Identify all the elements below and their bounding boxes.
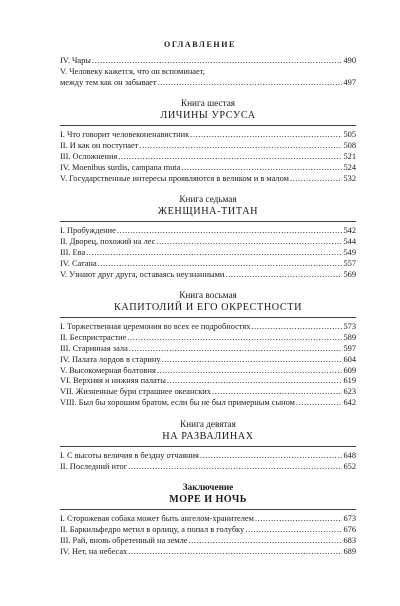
toc-leader: [181, 163, 342, 174]
toc-leader: [86, 248, 342, 259]
toc-entry-page: 609: [343, 365, 356, 375]
toc-entry-page: 597: [343, 343, 356, 353]
toc-entry-title: I. Пробуждение: [60, 226, 116, 236]
book-label: Книга девятая: [180, 418, 236, 429]
toc-entry-title: VIII. Был бы хорошим братом, если бы не был примерным сыном: [60, 397, 295, 407]
toc-entry-title: V. Государственные интересы проявляются в великом и в малом: [60, 173, 289, 183]
toc-entry: [60, 547, 356, 558]
toc-entry-title: I. Сторожевая собака может быть ангелом-хранителем: [60, 514, 254, 524]
toc-leader: [157, 366, 343, 377]
toc-entry-page: 689: [343, 546, 356, 556]
toc-leader: [167, 376, 343, 387]
toc-entry-page: 542: [343, 226, 356, 236]
toc-entry: [60, 152, 356, 163]
toc-entry-title: IV. Палата лордов в старину: [60, 354, 161, 364]
book-section: [60, 419, 356, 473]
toc-entry-title: III. Старинная зала: [60, 343, 128, 353]
toc-entry-page: 604: [343, 354, 356, 364]
book-label: Книга восьмая: [179, 290, 237, 301]
section-rule: [60, 125, 356, 126]
toc-entry: [60, 536, 356, 547]
book-label: Книга шестая: [181, 98, 235, 109]
toc-entry-title: IV. Нет, на небесах: [60, 546, 128, 556]
toc-leader: [128, 462, 342, 473]
toc-entry-page: 505: [343, 130, 356, 140]
book-title: НА РАЗВАЛИНАХ: [162, 430, 254, 442]
toc-entry-page: 648: [343, 450, 356, 460]
toc-entry: [60, 130, 356, 141]
toc-entry: [60, 376, 356, 387]
toc-leader: [189, 536, 343, 547]
toc-entry: [60, 355, 356, 366]
book-label: Книга седьмая: [179, 194, 237, 205]
toc-entry: [60, 525, 356, 536]
toc-entry-page: 642: [343, 397, 356, 407]
table-of-contents: [60, 56, 356, 558]
toc-entry-title: II. Дворец, похожий на лес: [60, 237, 156, 247]
toc-entry-title: III. Рай, вновь обретенный на земле: [60, 535, 188, 545]
toc-entry-title: I. С высоты величия в бездну отчаяния: [60, 450, 199, 460]
toc-entry: [60, 514, 356, 525]
book-title: ЖЕНЩИНА-ТИТАН: [157, 206, 259, 218]
toc-entry: [60, 333, 356, 344]
toc-entry: [60, 387, 356, 398]
toc-entry-page: 573: [343, 322, 356, 332]
toc-leader: [245, 525, 342, 536]
book-title: ЛИЧИНЫ УРСУСА: [160, 110, 256, 122]
toc-entry-page: 497: [343, 77, 356, 87]
toc-entry-title: I. Что говорит человеконенавистник: [60, 130, 190, 140]
toc-entry-title: III. Осложнения: [60, 151, 118, 161]
toc-entry-page: 490: [343, 56, 356, 65]
toc-entry-page: 524: [343, 162, 356, 172]
toc-leader: [128, 547, 342, 558]
toc-entry: [60, 163, 356, 174]
toc-entry-page: 619: [343, 376, 356, 386]
toc-entry-title: VII. Жизненные бури страшнее океанских: [60, 387, 211, 397]
toc-entry: [60, 78, 356, 89]
toc-leader: [200, 451, 343, 462]
page-header: ОГЛАВЛЕНИЕ: [164, 40, 236, 49]
toc-leader: [158, 78, 343, 89]
toc-leader: [117, 226, 343, 237]
toc-leader: [98, 259, 343, 270]
toc-entry-title-line2: между тем как он забывает: [60, 77, 157, 87]
conclusion-label: Заключение: [182, 482, 234, 493]
toc-entry-title: II. Последний итог: [60, 461, 128, 471]
toc-entry-page: 623: [343, 387, 356, 397]
conclusion-title: МОРЕ И НОЧЬ: [169, 494, 247, 506]
book-section: [60, 194, 356, 280]
toc-entry: [60, 344, 356, 355]
toc-entry-page: 673: [343, 514, 356, 524]
toc-entry: [60, 322, 356, 333]
book-title: КАПИТОЛИЙ И ЕГО ОКРЕСТНОСТИ: [113, 302, 303, 314]
toc-entry: [60, 451, 356, 462]
toc-entry-page: 544: [343, 237, 356, 247]
book-section: [60, 98, 356, 184]
toc-entry: [60, 270, 356, 281]
toc-entry-title: II. Баркильфедро метил в орлицу, а попал в голубку: [60, 525, 245, 535]
toc-entry-title: II. И как он поступает: [60, 141, 139, 151]
toc-entry-title-line1: V. Человеку кажется, что он вспоминает,: [60, 66, 205, 76]
toc-entry: [60, 226, 356, 237]
section-rule: [60, 221, 356, 222]
toc-leader: [225, 270, 342, 281]
toc-leader: [251, 322, 342, 333]
section-rule: [60, 509, 356, 510]
toc-leader: [290, 174, 343, 185]
toc-entry-title: III. Ева: [60, 247, 86, 257]
toc-leader: [255, 514, 342, 525]
toc-entry-page: 569: [343, 269, 356, 279]
toc-entry: [60, 56, 356, 67]
section-rule: [60, 446, 356, 447]
toc-entry: [60, 141, 356, 152]
toc-entry: [60, 237, 356, 248]
book-section: [60, 290, 356, 408]
toc-entry-title: II. Беспристрастие: [60, 333, 127, 343]
toc-leader: [118, 152, 342, 163]
toc-entry-title: IV. Сатана: [60, 258, 97, 268]
conclusion-section: [60, 482, 356, 557]
toc-entry-page: 557: [343, 258, 356, 268]
toc-entry-title: IV. Moenibus surdis, campana muta: [60, 162, 181, 172]
toc-leader: [139, 141, 342, 152]
toc-entry-title: V. Высокомерная болтовня: [60, 365, 156, 375]
toc-leader: [296, 398, 343, 409]
toc-entry: [60, 398, 356, 409]
toc-entry-title: IV. Чары: [60, 56, 91, 65]
toc-entry-page: 532: [343, 173, 356, 183]
toc-entry: [60, 259, 356, 270]
toc-leader: [162, 355, 343, 366]
toc-entry-page: 589: [343, 333, 356, 343]
toc-leader: [129, 344, 343, 355]
toc-entry-page: 508: [343, 141, 356, 151]
section-rule: [60, 317, 356, 318]
toc-entry-page: 652: [343, 461, 356, 471]
toc-entry-page: 683: [343, 535, 356, 545]
toc-entry-page: 521: [343, 151, 356, 161]
toc-entry: [60, 174, 356, 185]
toc-entry: [60, 462, 356, 473]
toc-leader: [127, 333, 342, 344]
toc-leader: [92, 56, 343, 67]
toc-entry-title: V. Узнают друг друга, оставаясь неузнанными: [60, 269, 225, 279]
toc-entry-title: I. Торжественная церемония во всех ее подробностях: [60, 322, 251, 332]
toc-entry-page: 549: [343, 247, 356, 257]
toc-leader: [156, 237, 342, 248]
toc-entry-page: 676: [343, 525, 356, 535]
toc-entry-title: VI. Верхняя и нижняя палаты: [60, 376, 166, 386]
toc-entry: [60, 366, 356, 377]
toc-leader: [190, 130, 342, 141]
toc-entry: [60, 248, 356, 259]
toc-leader: [212, 387, 342, 398]
